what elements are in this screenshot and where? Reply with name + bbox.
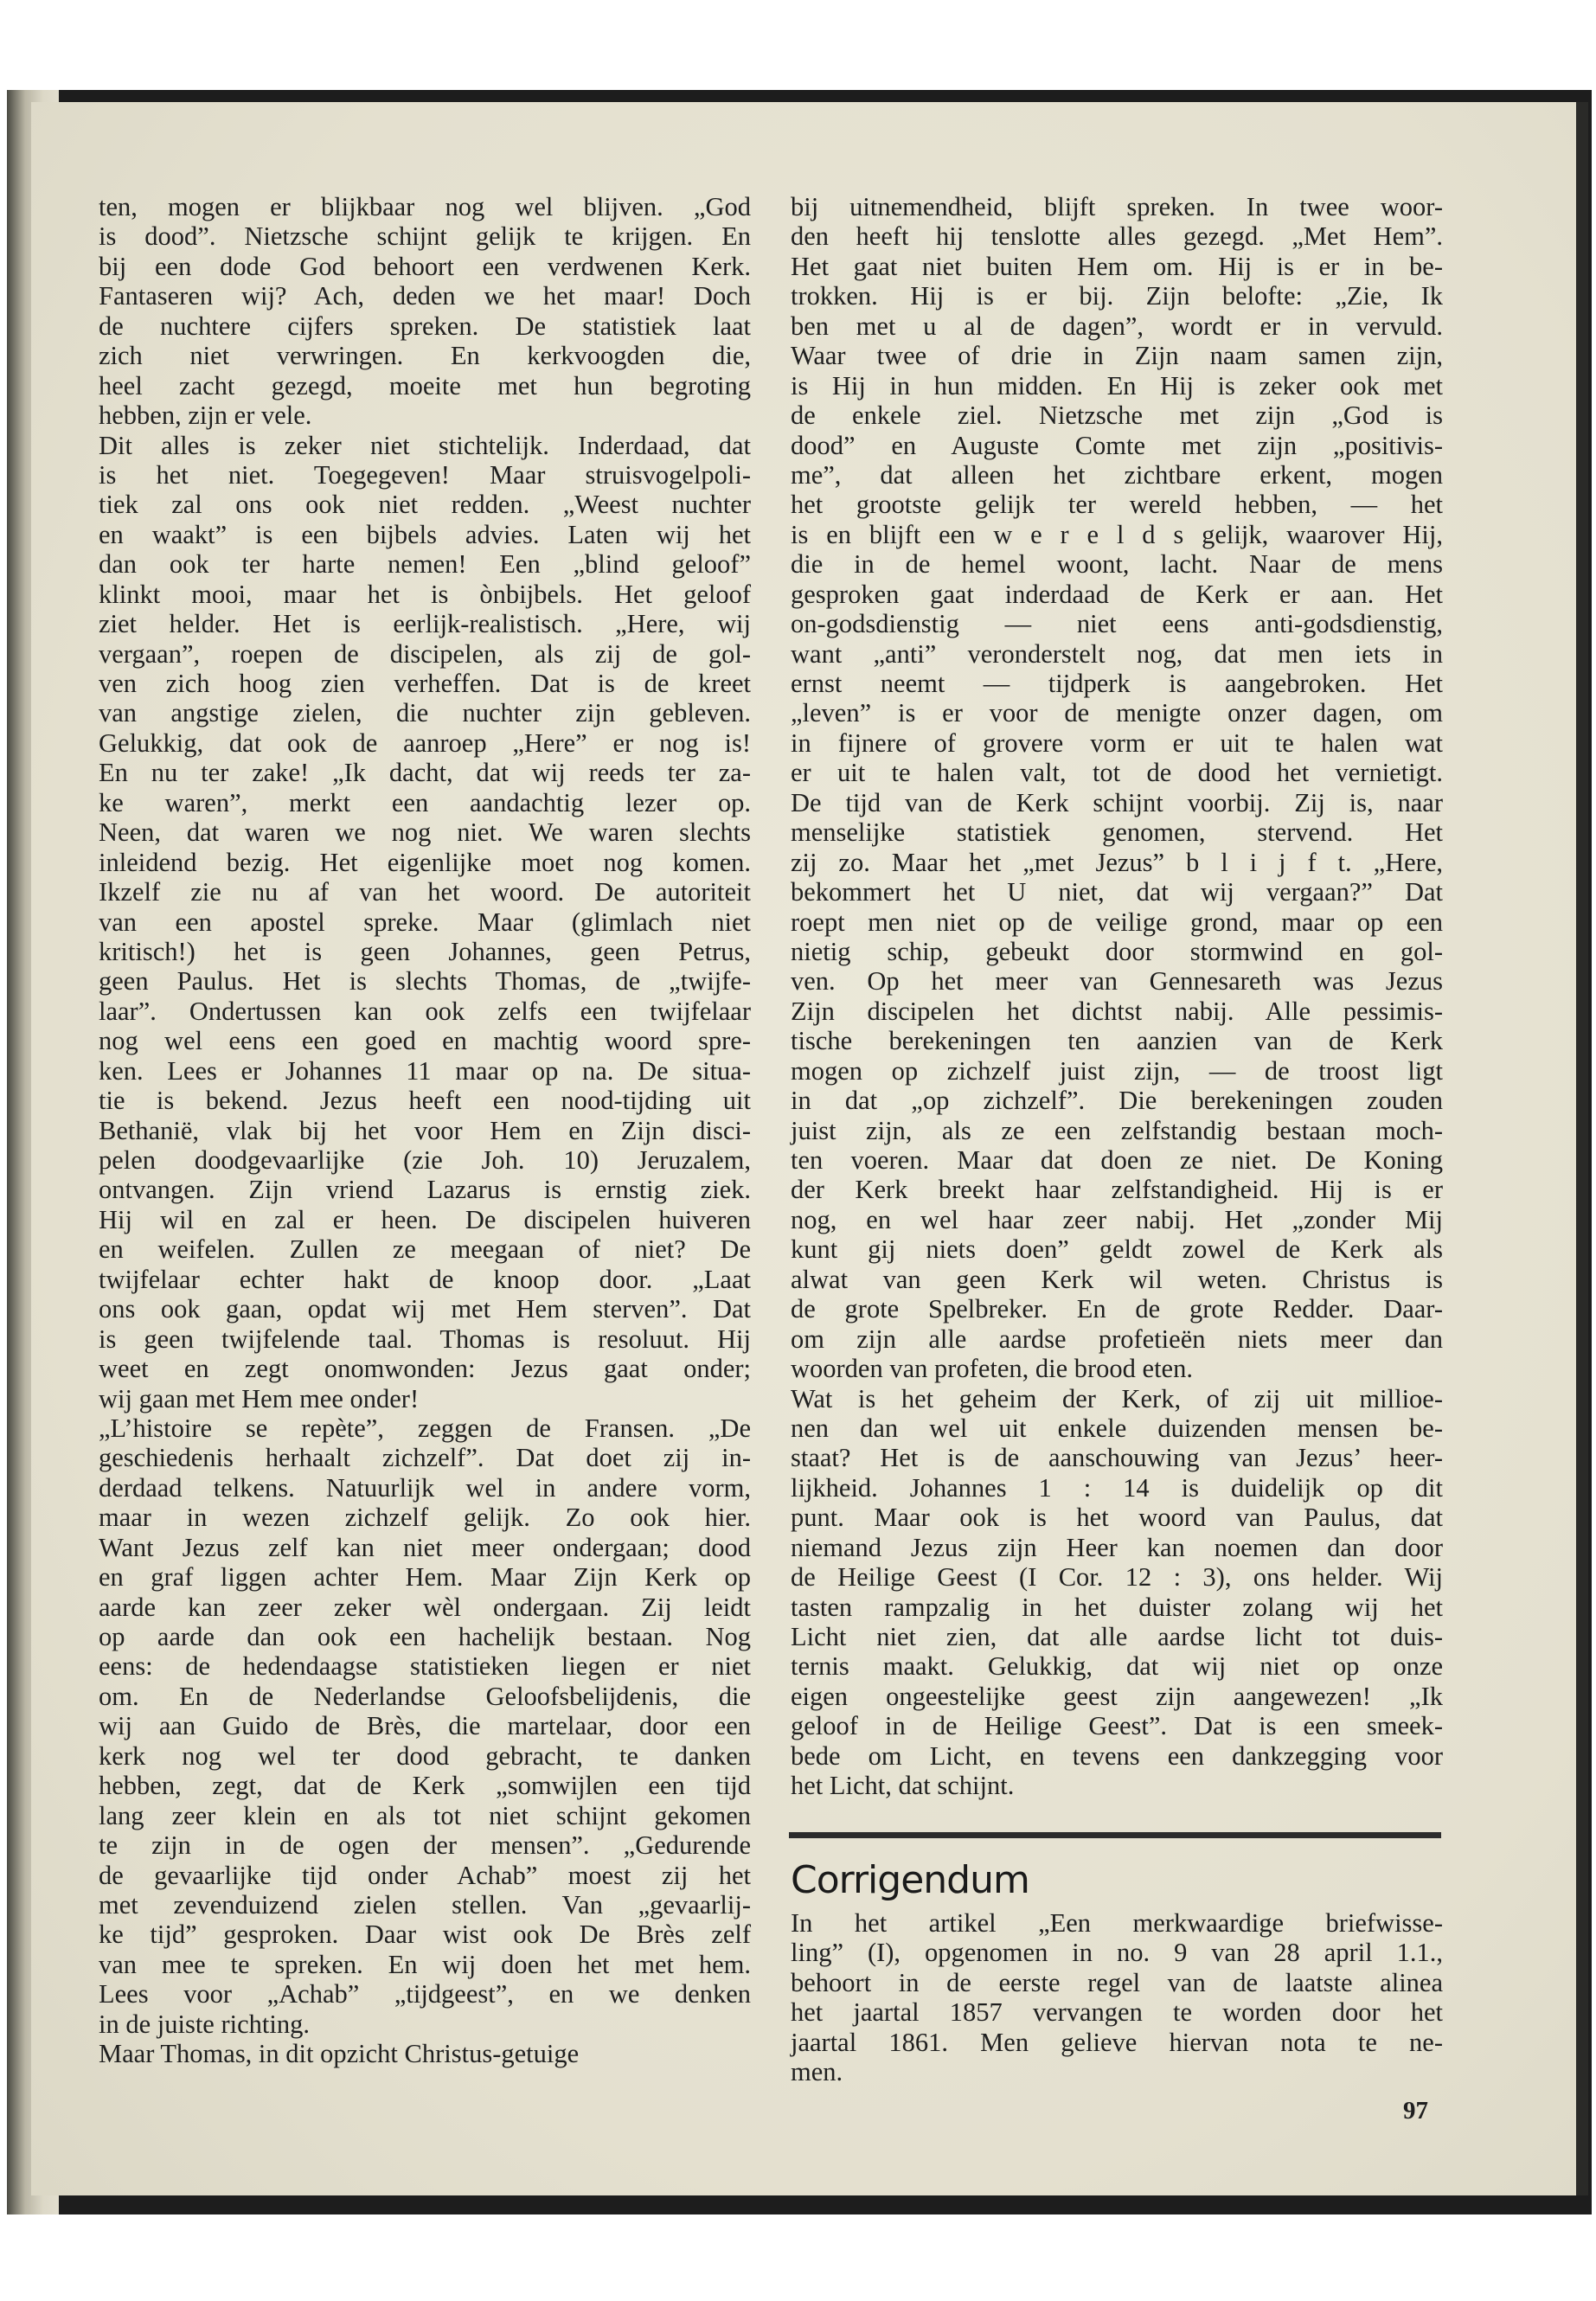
text-line: woorden van profeten, die brood eten. [791, 1354, 1193, 1384]
text-line: ontvangen. Zijn vriend Lazarus is ernstig ziek. [99, 1175, 751, 1205]
text-line: den heeft hij tenslotte alles gezegd. „Met Hem”. [791, 221, 1443, 252]
text-line: het jaartal 1857 vervangen te worden door het [791, 1997, 1443, 2028]
text-line: Want Jezus zelf kan niet meer ondergaan; dood [99, 1532, 751, 1562]
text-line: niemand Jezus zijn Heer kan noemen dan door [791, 1532, 1443, 1562]
text-line: en weifelen. Zullen ze meegaan of niet? De [99, 1234, 751, 1265]
text-line: ven. Op het meer van Gennesareth was Jezus [791, 966, 1443, 997]
text-line: van angstige zielen, die nuchter zijn gebleven. [99, 698, 751, 728]
text-line: de nuchtere cijfers spreken. De statistiek laat [99, 311, 751, 341]
text-line: men. [791, 2057, 843, 2087]
text-line: laar”. Ondertussen kan ook zelfs een twijfelaar [99, 996, 751, 1026]
text-line: zich niet verwringen. En kerkvoogden die, [99, 341, 751, 371]
text-line: In het artikel „Een merkwaardige briefwisse- [791, 1908, 1443, 1938]
text-line: roept men niet op de veilige grond, maar op een [791, 907, 1443, 937]
text-line: hebben, zijn er vele. [99, 401, 312, 431]
text-line: Hij wil en zal er heen. De discipelen huiveren [99, 1204, 751, 1234]
text-line: Maar Thomas, in dit opzicht Christus-getuige [99, 2039, 580, 2069]
page-number: 97 [1403, 2097, 1428, 2125]
text-line: is Hij in hun midden. En Hij is zeker ook met [791, 370, 1443, 401]
text-line: is het niet. Toegegeven! Maar struisvogelpoli- [99, 459, 751, 490]
text-line: En nu ter zake! „Ik dacht, dat wij reeds ter za- [99, 758, 751, 788]
text-line: wij aan Guido de Brès, die martelaar, door een [99, 1711, 751, 1741]
text-line: is en blijft een w e r e l d s gelijk, waarover Hij, [791, 519, 1443, 549]
text-line: Gelukkig, dat ook de aanroep „Here” er nog is! [99, 727, 751, 758]
text-line: tische berekeningen ten aanzien van de Kerk [791, 1026, 1443, 1056]
text-line: der Kerk breekt haar zelfstandigheid. Hij is er [791, 1175, 1443, 1205]
text-line: Fantaseren wij? Ach, deden we het maar! Doch [99, 281, 751, 311]
text-line: tasten rampzalig in het duister zolang wij het [791, 1592, 1443, 1622]
text-line: Wat is het geheim der Kerk, of zij uit millioe- [791, 1383, 1443, 1413]
text-line: on-godsdienstig — niet eens anti-godsdienstig, [791, 609, 1443, 639]
text-line: geschiedenis herhaalt zichzelf”. Dat doet zij in- [99, 1443, 751, 1473]
text-line: het Licht, dat schijnt. [791, 1771, 1015, 1801]
text-line: die in de hemel woont, lacht. Naar de mens [791, 549, 1443, 580]
text-line: Dit alles is zeker niet stichtelijk. Inderdaad, dat [99, 430, 751, 460]
text-line: in de juiste richting. [99, 2009, 310, 2039]
text-line: zij zo. Maar het „met Jezus” b l i j f t. „Here, [791, 847, 1443, 877]
text-line: en graf liggen achter Hem. Maar Zijn Kerk op [99, 1562, 751, 1593]
right-column [791, 192, 1443, 1801]
text-line: aarde kan zeer zeker wèl ondergaan. Zij leidt [99, 1592, 751, 1622]
text-line: de Heilige Geest (I Cor. 12 : 3), ons helder. Wij [791, 1562, 1443, 1593]
left-column [99, 192, 751, 2069]
text-line: „leven” is er voor de menigte onzer dagen, om [791, 698, 1443, 728]
text-line: lijkheid. Johannes 1 : 14 is duidelijk op dit [791, 1472, 1443, 1503]
text-line: de gevaarlijke tijd onder Achab” moest zij het [99, 1860, 751, 1890]
text-line: er uit te halen valt, tot de dood het vernietigt. [791, 758, 1443, 788]
text-line: klinkt mooi, maar het is ònbijbels. Het geloof [99, 579, 751, 609]
text-line: kritisch!) het is geen Johannes, geen Petrus, [99, 936, 751, 966]
text-line: om zijn alle aardse profetieën niets meer dan [791, 1324, 1443, 1354]
text-line: nog, en wel haar zeer nabij. Het „zonder Mij [791, 1204, 1443, 1234]
text-line: want „anti” veronderstelt nog, dat men iets in [791, 638, 1443, 669]
text-line: kunt gij niets doen” geldt zowel de Kerk als [791, 1234, 1443, 1265]
text-line: van mee te spreken. En wij doen het met hem. [99, 1949, 751, 1979]
text-line: Lees voor „Achab” „tijdgeest”, en we denken [99, 1979, 751, 2009]
text-line: trokken. Hij is er bij. Zijn belofte: „Zie, Ik [791, 281, 1443, 311]
text-line: derdaad telkens. Natuurlijk wel in andere vorm, [99, 1472, 751, 1503]
text-line: Ikzelf zie nu af van het woord. De autoriteit [99, 877, 751, 907]
text-line: lang zeer klein en als tot niet schijnt gekomen [99, 1800, 751, 1830]
text-line: behoort in de eerste regel van de laatste alinea [791, 1967, 1443, 1997]
text-line: is geen twijfelende taal. Thomas is resoluut. Hij [99, 1324, 751, 1354]
text-line: ven zich hoog zien verheffen. Dat is de kreet [99, 669, 751, 698]
text-line: in fijnere of grovere vorm er uit te halen wat [791, 727, 1443, 758]
text-line: mogen op zichzelf juist zijn, — de troost ligt [791, 1055, 1443, 1086]
text-line: ons ook gaan, opdat wij met Hem sterven”. Dat [99, 1294, 751, 1324]
text-line: en waakt” is een bijbels advies. Laten wij het [99, 519, 751, 549]
text-line: dood” en Auguste Comte met zijn „positivis- [791, 430, 1443, 460]
text-line: ling” (I), opgenomen in no. 9 van 28 april 1.1., [791, 1938, 1443, 1968]
text-line: Neen, dat waren we nog niet. We waren slechts [99, 817, 751, 848]
text-line: de grote Spelbreker. En de grote Redder. Daar- [791, 1294, 1443, 1324]
text-line: vergaan”, roepen de discipelen, als zij de gol- [99, 638, 751, 669]
text-line: pelen doodgevaarlijke (zie Joh. 10) Jeruzalem, [99, 1145, 751, 1175]
text-line: ben met u al de dagen”, wordt er in vervuld. [791, 311, 1443, 341]
text-line: ten, mogen er blijkbaar nog wel blijven. „God [99, 192, 751, 221]
corrigendum-body [791, 1908, 1443, 2087]
text-line: bede om Licht, en tevens een dankzegging voor [791, 1740, 1443, 1771]
text-line: nietig schip, gebeukt door stormwind en gol- [791, 936, 1443, 966]
text-line: „L’histoire se repète”, zeggen de Fransen. „De [99, 1413, 751, 1443]
text-line: punt. Maar ook is het woord van Paulus, dat [791, 1503, 1443, 1533]
text-line: bij een dode God behoort een verdwenen Kerk. [99, 251, 751, 281]
text-line: eigen ongeestelijke geest zijn aangewezen! „Ik [791, 1681, 1443, 1711]
text-line: Bethanië, vlak bij het voor Hem en Zijn disci- [99, 1115, 751, 1145]
text-line: wij gaan met Hem mee onder! [99, 1383, 420, 1413]
text-line: ternis maakt. Gelukkig, dat wij niet op onze [791, 1651, 1443, 1682]
page-edge [1576, 102, 1588, 2195]
text-line: inleidend bezig. Het eigenlijke moet nog komen. [99, 847, 751, 877]
text-line: Zijn discipelen het dichtst nabij. Alle pessimis- [791, 996, 1443, 1026]
text-line: nog wel eens een goed en machtig woord spre- [99, 1026, 751, 1056]
text-line: ke tijd” gesproken. Daar wist ook De Brès zelf [99, 1920, 751, 1950]
text-line: om. En de Nederlandse Geloofsbelijdenis, die [99, 1681, 751, 1711]
text-line: Licht niet zien, dat alle aardse licht tot duis- [791, 1622, 1443, 1651]
text-line: bij uitnemendheid, blijft spreken. In twee woor- [791, 192, 1443, 221]
text-line: Waar twee of drie in Zijn naam samen zijn, [791, 341, 1443, 371]
text-line: het grootste gelijk ter wereld hebben, — het [791, 490, 1443, 520]
corrigendum-heading: Corrigendum [791, 1858, 1029, 1902]
text-line: juist zijn, als ze een zelfstandig bestaan moch- [791, 1115, 1443, 1145]
text-line: weet en zegt onomwonden: Jezus gaat onder; [99, 1354, 751, 1384]
text-line: me”, dat alleen het zichtbare erkent, mogen [791, 459, 1443, 490]
text-line: is dood”. Nietzsche schijnt gelijk te krijgen. En [99, 221, 751, 252]
text-line: geen Paulus. Het is slechts Thomas, de „twijfe- [99, 966, 751, 997]
text-line: geloof in de Heilige Geest”. Dat is een smeek- [791, 1711, 1443, 1741]
text-line: de enkele ziel. Nietzsche met zijn „God is [791, 401, 1443, 431]
text-line: maar in wezen zichzelf gelijk. Zo ook hier. [99, 1503, 751, 1533]
section-divider-rule [789, 1832, 1441, 1838]
text-line: op aarde dan ook een hachelijk bestaan. Nog [99, 1622, 751, 1651]
text-line: staat? Het is de aanschouwing van Jezus’ heer- [791, 1443, 1443, 1473]
text-line: ten voeren. Maar dat doen ze niet. De Koning [791, 1145, 1443, 1175]
text-line: met zevenduizend zielen stellen. Van „gevaarlij- [99, 1889, 751, 1920]
text-line: ken. Lees er Johannes 11 maar op na. De situa- [99, 1055, 751, 1086]
text-line: te zijn in de ogen der mensen”. „Gedurende [99, 1830, 751, 1861]
text-line: nen dan wel uit enkele duizenden mensen be- [791, 1413, 1443, 1443]
text-line: kerk nog wel ter dood gebracht, te danken [99, 1740, 751, 1771]
text-line: ziet helder. Het is eerlijk-realistisch. „Here, wij [99, 609, 751, 639]
text-line: Het gaat niet buiten Hem om. Hij is er in be- [791, 251, 1443, 281]
text-line: bekommert het U niet, dat wij vergaan?” Dat [791, 877, 1443, 907]
text-line: tie is bekend. Jezus heeft een nood-tijding uit [99, 1086, 751, 1116]
text-line: gesproken gaat inderdaad de Kerk er aan. Het [791, 579, 1443, 609]
text-line: twijfelaar echter hakt de knoop door. „Laat [99, 1264, 751, 1294]
text-line: De tijd van de Kerk schijnt voorbij. Zij is, naar [791, 787, 1443, 817]
text-line: ernst neemt — tijdperk is aangebroken. Het [791, 669, 1443, 698]
text-line: alwat van geen Kerk wil weten. Christus is [791, 1264, 1443, 1294]
text-line: heel zacht gezegd, moeite met hun begroting [99, 370, 751, 401]
text-line: hebben, zegt, dat de Kerk „somwijlen een tijd [99, 1771, 751, 1801]
text-line: menselijke statistiek genomen, stervend. Het [791, 817, 1443, 848]
text-line: van een apostel spreke. Maar (glimlach niet [99, 907, 751, 937]
text-line: in dat „op zichzelf”. Die berekeningen zouden [791, 1086, 1443, 1116]
text-line: eens: de hedendaagse statistieken liegen er niet [99, 1651, 751, 1682]
text-line: ke waren”, merkt een aandachtig lezer op. [99, 787, 751, 817]
text-line: dan ook ter harte nemen! Een „blind geloof” [99, 549, 751, 580]
text-line: tiek zal ons ook niet redden. „Weest nuchter [99, 490, 751, 520]
text-line: jaartal 1861. Men gelieve hiervan nota te ne- [791, 2027, 1443, 2057]
